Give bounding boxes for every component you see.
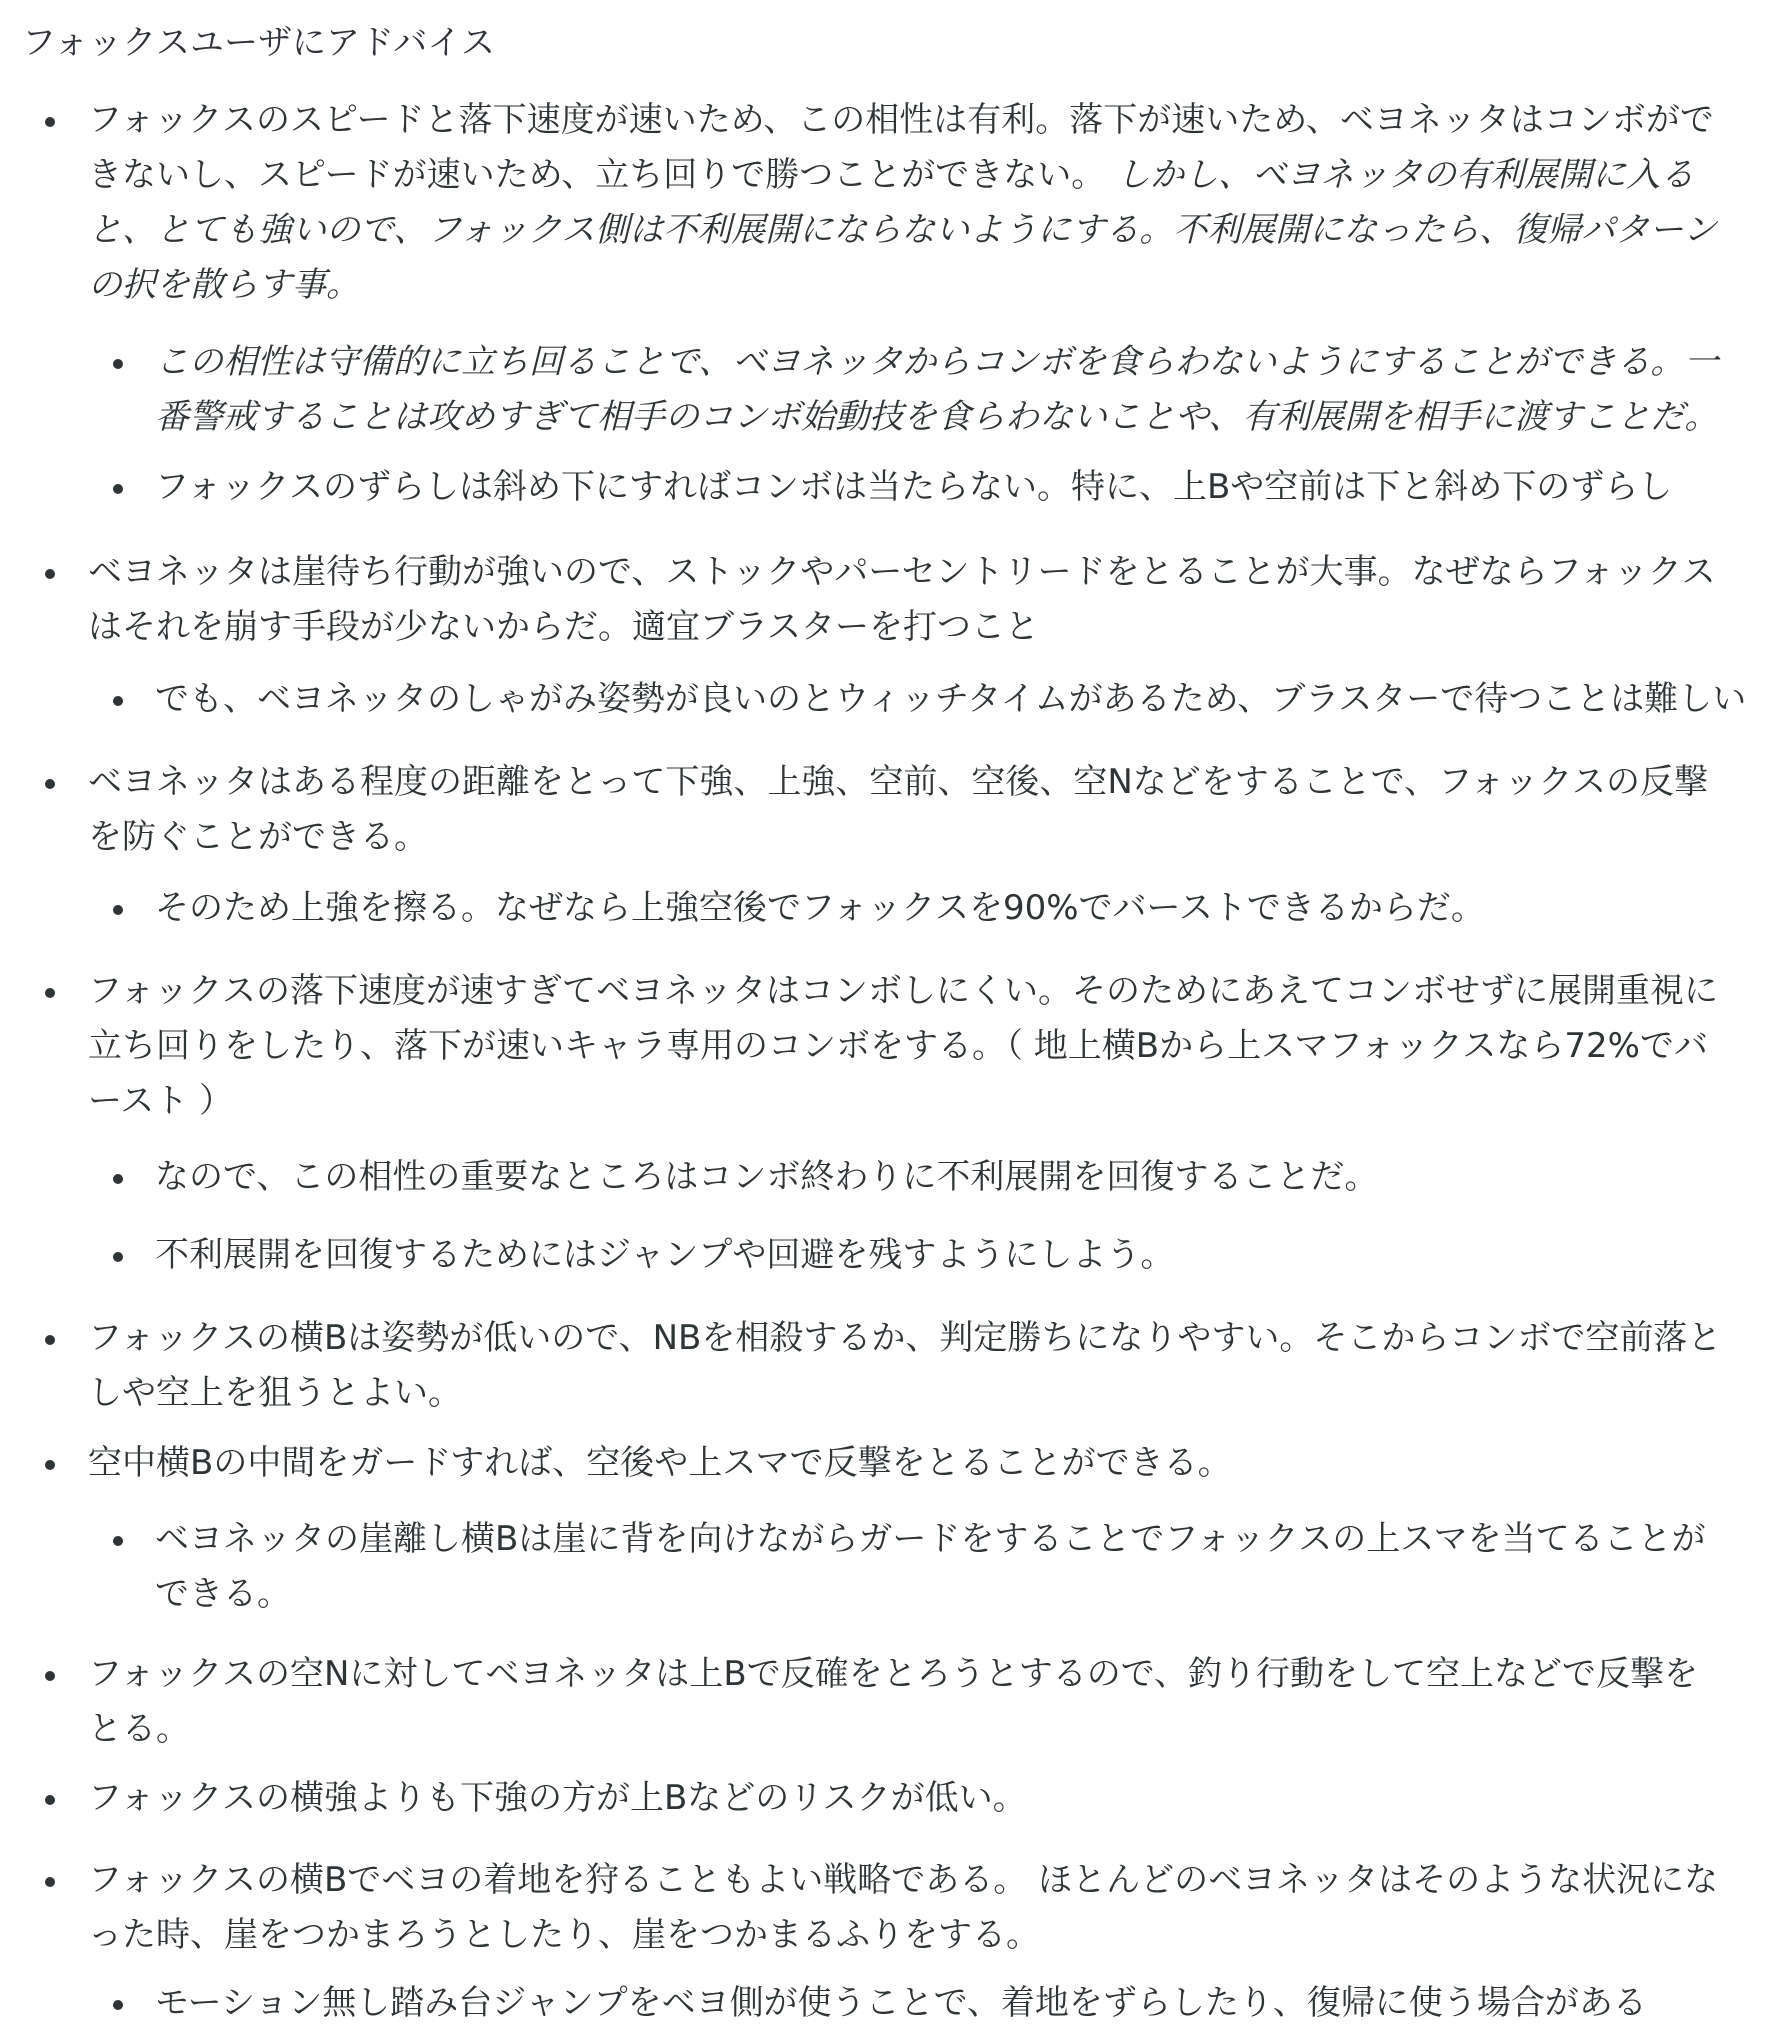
bullet-icon	[113, 1174, 123, 1184]
list-item: ベヨネッタは崖待ち行動が強いので、ストックやパーセントリードをとることが大事。なぜならフォックスはそれを崩す手段が少ないからだ。適宜ブラスターを打つこと	[88, 552, 1716, 647]
list-item-text: フォックスのスピードと落下速度が速いため、この相性は有利。落下が速いため、ベヨネッタはコンボができないし、スピードが速いため、立ち回りで勝つことができない。	[88, 100, 1714, 195]
bullet-icon	[45, 117, 55, 127]
list-item: この相性は守備的に立ち回ることで、ベヨネッタからコンボを食らわないようにすることができる。一番警戒することは攻めすぎて相手のコンボ始動技を食らわないことや、有利展開を相手に渡すことだ。	[155, 342, 1719, 437]
list-item-italic-text: しかし、ベヨネッタの有利展開に入ると、とても強いので、フォックス側は不利展開にならないようにする。不利展開になったら、復帰パターンの択を散らす事。	[88, 155, 1717, 305]
bullet-icon	[113, 905, 123, 915]
bullet-icon	[113, 696, 123, 706]
bullet-icon	[45, 1795, 55, 1805]
list-item: モーション無し踏み台ジャンプをベヨ側が使うことで、着地をずらしたり、復帰に使う場合がある	[155, 1983, 1647, 2023]
bullet-icon	[45, 1671, 55, 1681]
bullet-icon	[45, 569, 55, 579]
bullet-icon	[45, 1335, 55, 1345]
bullet-icon	[45, 988, 55, 998]
list-item: ベヨネッタの崖離し横Bは崖に背を向けながらガードをすることでフォックスの上スマを当てることができる。	[155, 1519, 1706, 1614]
bullet-icon	[45, 779, 55, 789]
bullet-icon	[113, 1252, 123, 1262]
bullet-icon	[113, 484, 123, 494]
list-item: なので、この相性の重要なところはコンボ終わりに不利展開を回復することだ。	[155, 1157, 1379, 1197]
page-title: フォックスユーザにアドバイス	[22, 23, 495, 63]
list-item: フォックスの落下速度が速すぎてベヨネッタはコンボしにくい。そのためにあえてコンボせずに展開重視に立ち回りをしたり、落下が速いキャラ専用のコンボをする。（ 地上横Bから上スマフォックスなら72%でバースト ）	[88, 971, 1718, 1121]
bullet-icon	[113, 359, 123, 369]
list-item: そのため上強を擦る。なぜなら上強空後でフォックスを90%でバーストできるからだ。	[155, 888, 1485, 928]
list-item: フォックスの空Nに対してベヨネッタは上Bで反確をとろうとするので、釣り行動をして空上などで反撃をとる。	[88, 1654, 1699, 1749]
list-item: でも、ベヨネッタのしゃがみ姿勢が良いのとウィッチタイムがあるため、ブラスターで待つことは難しい	[155, 679, 1747, 719]
list-item: ベヨネッタはある程度の距離をとって下強、上強、空前、空後、空Nなどをすることで、フォックスの反撃を防ぐことができる。	[88, 762, 1709, 857]
list-item: フォックスの横Bは姿勢が低いので、NBを相殺するか、判定勝ちになりやすい。そこからコンボで空前落としや空上を狙うとよい。	[88, 1318, 1722, 1413]
bullet-icon	[113, 1536, 123, 1546]
bullet-icon	[45, 1877, 55, 1887]
bullet-icon	[45, 1460, 55, 1470]
list-item: 不利展開を回復するためにはジャンプや回避を残すようにしよう。	[155, 1235, 1175, 1275]
list-item: フォックスの横強よりも下強の方が上Bなどのリスクが低い。	[88, 1778, 1027, 1818]
list-item: フォックスのずらしは斜め下にすればコンボは当たらない。特に、上Bや空前は下と斜め下のずらし	[155, 467, 1673, 507]
list-item: 空中横Bの中間をガードすれば、空後や上スマで反撃をとることができる。	[88, 1443, 1232, 1483]
bullet-icon	[113, 2000, 123, 2010]
list-item: フォックスの横Bでベヨの着地を狩ることもよい戦略である。 ほとんどのベヨネッタはそのような状況になった時、崖をつかまろうとしたり、崖をつかまるふりをする。	[88, 1860, 1719, 1955]
list-item	[88, 93, 1728, 313]
